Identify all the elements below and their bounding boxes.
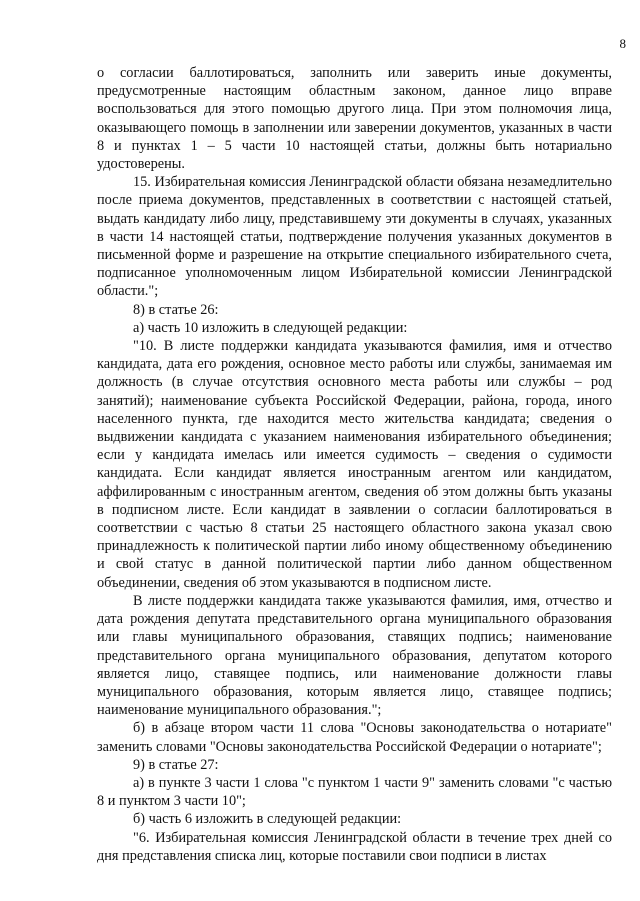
- document-body: [97, 64, 612, 865]
- paragraph-support-sheet: В листе поддержки кандидата также указываются фамилия, имя, отчество и дата рождения депутата представительного органа муниципального образования или главы муниципального образования, ставящих подпись; наименование представительного органа муниципального образования, депутатом которого является лицо, ставящее подпись, или наименование должности главы муниципального образования, которым является лицо, ставящее подпись; наименование муниципального образования.";: [97, 592, 612, 719]
- paragraph-subitem-a: а) часть 10 изложить в следующей редакции:: [133, 319, 408, 336]
- paragraph-subitem-a-part-1: а) в пункте 3 части 1 слова "с пунктом 1 части 9" заменить словами "с частью 8 и пунктом 3 части 10";: [97, 774, 612, 810]
- paragraph-part-10: "10. В листе поддержки кандидата указываются фамилия, имя и отчество кандидата, дата его рождения, основное место работы или службы, занимаемая им должность (в случае отсутствия основного места работы или службы – род занятий); наименование субъекта Российской Федерации, района, города, иного населенного пункта, где находится место жительства кандидата; сведения о выдвижении кандидата с указанием наименования избирательного объединения; если у кандидата имелась или имеется судимость – сведения о судимости кандидата. Если кандидат является иностранным агентом или кандидатом, аффилированным с иностранным агентом, сведения об этом должны быть указаны в подписном листе. Если кандидат в заявлении о согласии баллотироваться в соответствии с частью 8 статьи 25 настоящего областного закона указал свою принадлежность к политической партии либо иному общественному объединению и свой статус в данной политической партии либо данном общественном объединении, сведения об этом указываются в подписном листе.: [97, 338, 612, 591]
- paragraph-item-8: 8) в статье 26:: [133, 301, 219, 318]
- paragraph-subitem-b-part-6: б) часть 6 изложить в следующей редакции:: [133, 811, 402, 828]
- paragraph-consent-continuation: о согласии баллотироваться, заполнить или заверить иные документы, предусмотренные настоящим областным законом, данное лицо вправе воспользоваться для этого помощью другого лица. При этом полномочия лица, оказывающего помощь в заполнении или заверении документов, указанных в части 8 и пунктах 1 – 5 части 10 настоящей статьи, должны быть нотариально удостоверены.: [97, 65, 612, 173]
- paragraph-part-6: "6. Избирательная комиссия Ленинградской области в течение трех дней со дня представления списка лиц, которые поставили свои подписи в листах: [97, 829, 612, 864]
- paragraph-item-9: 9) в статье 27:: [133, 756, 219, 773]
- paragraph-subitem-b-part-11: б) в абзаце втором части 11 слова "Основы законодательства о нотариате" заменить словами "Основы законодательства Российской Федерации о нотариате";: [97, 720, 612, 755]
- paragraph-part-15: 15. Избирательная комиссия Ленинградской области обязана незамедлительно после приема документов, представленных в соответствии с настоящей статьей, выдать кандидату либо лицу, представившему эти документы в случаях, указанных в части 14 настоящей статьи, подтверждение получения указанных документов в письменной форме и разрешение на открытие специального избирательного счета, подписанное уполномоченным лицом Избирательной комиссии Ленинградской области.";: [97, 174, 612, 300]
- page-number: 8: [619, 36, 626, 51]
